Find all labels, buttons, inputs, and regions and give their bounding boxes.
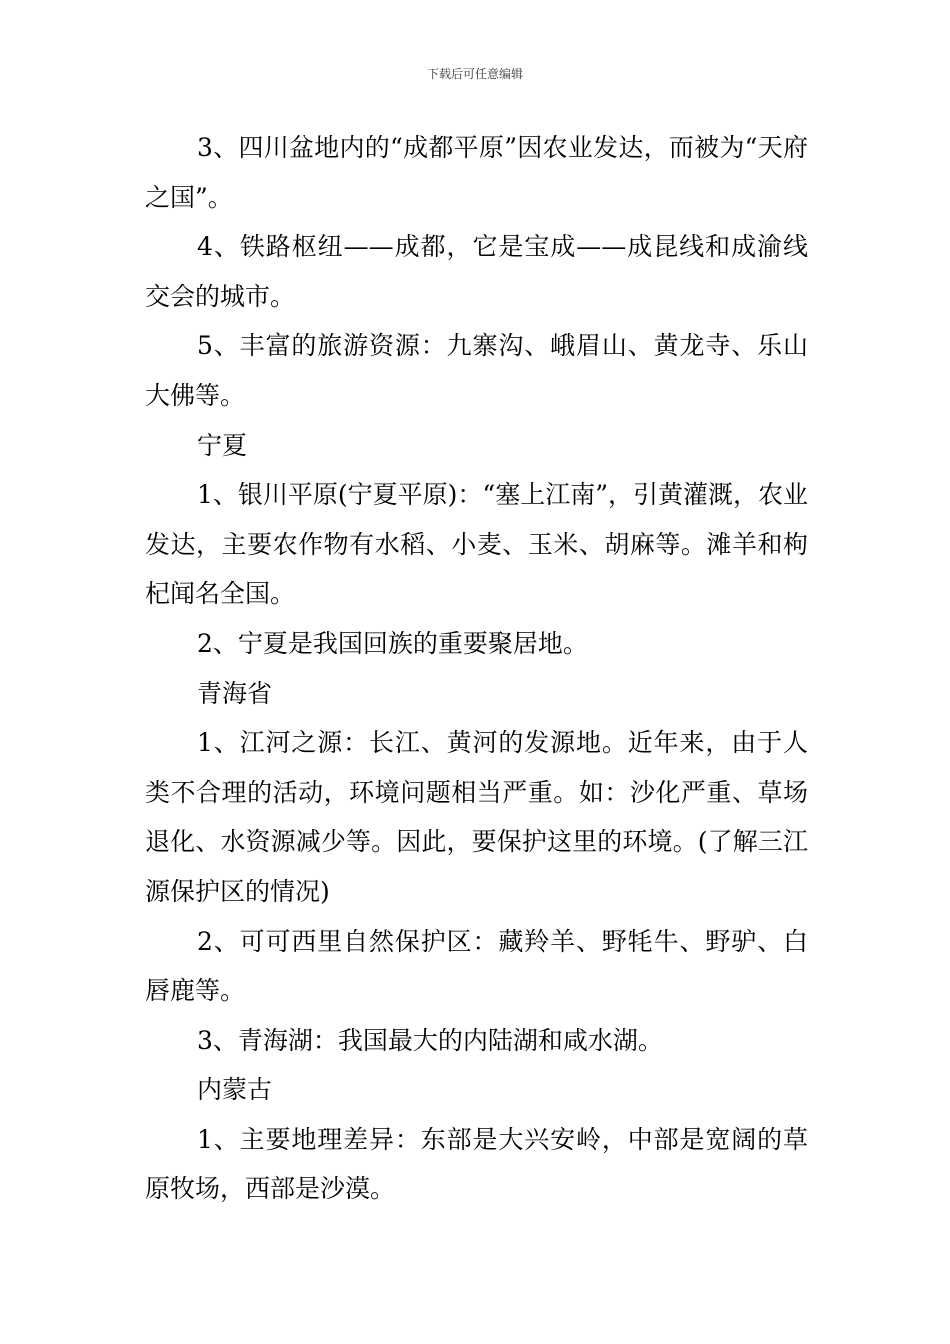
page-header-note: 下载后可任意编辑 (426, 67, 523, 81)
paragraph-railway-hub: 4、铁路枢纽——成都，它是宝成——成昆线和成渝线交会的城市。 (145, 232, 808, 311)
paragraph-sichuan-chengdu-plain: 3、四川盆地内的“成都平原”因农业发达，而被为“天府之国”。 (145, 133, 808, 212)
document-body (145, 123, 808, 1214)
paragraph-tourism-resources: 5、丰富的旅游资源：九寨沟、峨眉山、黄龙寺、乐山大佛等。 (145, 331, 808, 410)
paragraph-river-source: 1、江河之源：长江、黄河的发源地。近年来，由于人类不合理的活动，环境问题相当严重。如：沙化严重、草场退化、水资源减少等。因此，要保护这里的环境。(了解三江源保护区的情况) (145, 728, 808, 906)
paragraph-hoh-xil-reserve: 2、可可西里自然保护区：藏羚羊、野牦牛、野驴、白唇鹿等。 (145, 926, 808, 1006)
section-heading-inner-mongolia: 内蒙古 (197, 1075, 273, 1105)
paragraph-yinchuan-plain: 1、银川平原(宁夏平原)：“塞上江南”，引黄灌溉，农业发达，主要农作物有水稻、小麦、玉米、胡麻等。滩羊和枸杞闻名全国。 (145, 480, 808, 609)
paragraph-geographic-differences: 1、主要地理差异：东部是大兴安岭，中部是宽阔的草原牧场，西部是沙漠。 (145, 1124, 808, 1204)
paragraph-qinghai-lake: 3、青海湖：我国最大的内陆湖和咸水湖。 (197, 1025, 663, 1055)
paragraph-hui-settlement: 2、宁夏是我国回族的重要聚居地。 (197, 628, 588, 658)
section-heading-qinghai: 青海省 (197, 678, 273, 708)
section-heading-ningxia: 宁夏 (197, 430, 248, 460)
